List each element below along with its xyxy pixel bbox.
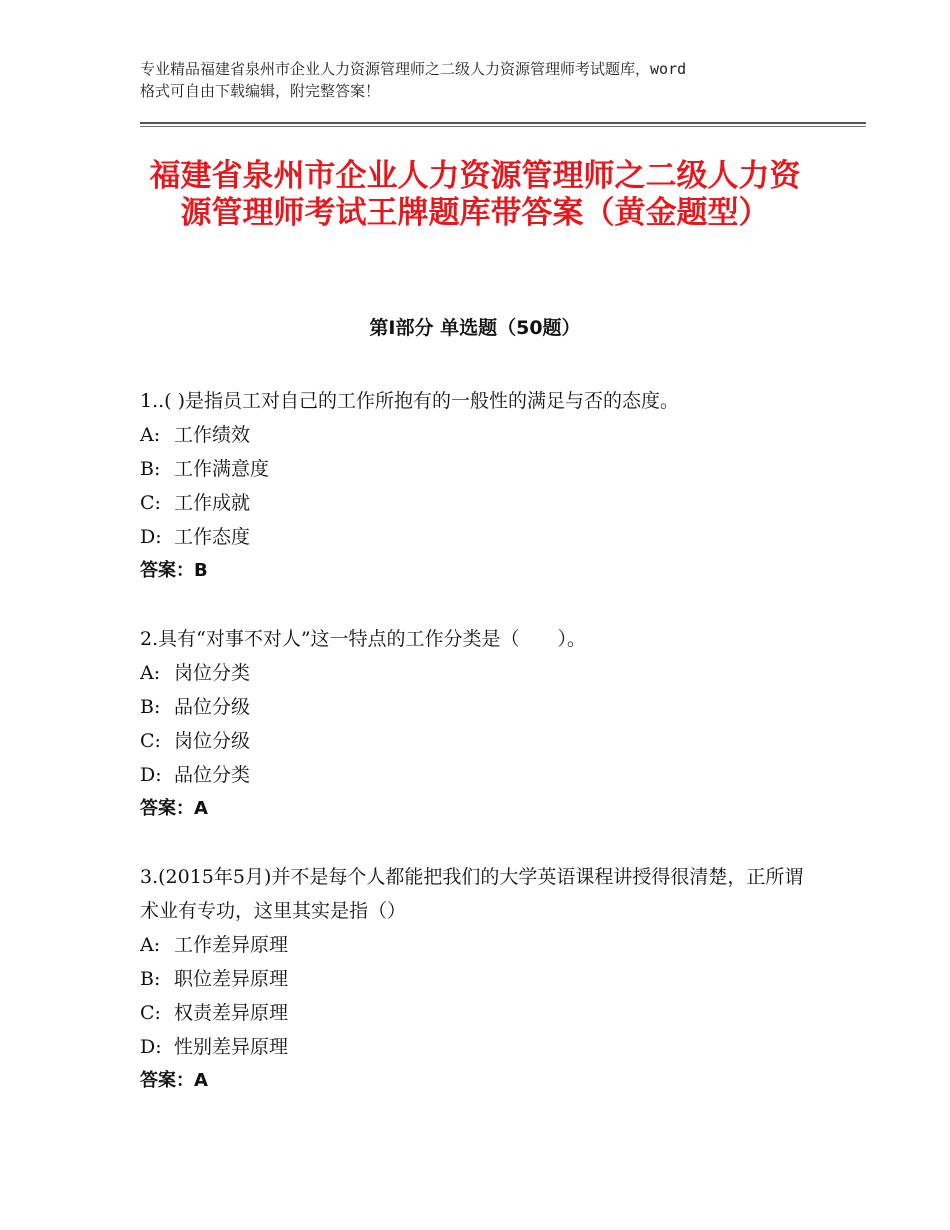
option-text: 品位分级 [174, 696, 251, 718]
option-text: 职位差异原理 [174, 968, 289, 990]
question-1 [140, 384, 820, 588]
option-b [140, 452, 820, 486]
option-d [140, 520, 820, 554]
option-letter: A: [140, 662, 161, 684]
header-note [140, 58, 830, 102]
option-a [140, 928, 820, 962]
answer-label: 答案：A [140, 1070, 208, 1091]
header-note-line-1: 专业精品福建省泉州市企业人力资源管理师之二级人力资源管理师考试题库，word [140, 60, 687, 78]
option-letter: D: [140, 526, 162, 548]
option-text: 岗位分级 [174, 730, 251, 752]
option-letter: B: [140, 458, 161, 480]
option-c [140, 486, 820, 520]
answer-label: 答案：A [140, 798, 208, 819]
option-b [140, 962, 820, 996]
option-letter: D: [140, 764, 162, 786]
question-stem: 1..( )是指员工对自己的工作所抱有的一般性的满足与否的态度。 [140, 390, 680, 412]
option-text: 工作绩效 [174, 424, 251, 446]
document-title: 福建省泉州市企业人力资源管理师之二级人力资源管理师考试王牌题库带答案（黄金题型） [149, 158, 801, 231]
option-text: 岗位分类 [174, 662, 251, 684]
answer-label: 答案：B [140, 560, 208, 581]
header-divider-thick [140, 122, 866, 124]
option-letter: A: [140, 934, 161, 956]
option-c [140, 724, 820, 758]
question-stem: 3.(2015年5月)并不是每个人都能把我们的大学英语课程讲授得很清楚，正所谓术业有专功，这里其实是指（） [140, 866, 804, 922]
option-a [140, 418, 820, 452]
question-2 [140, 622, 820, 826]
option-text: 工作态度 [174, 526, 251, 548]
option-letter: D: [140, 1036, 162, 1058]
option-letter: C: [140, 730, 161, 752]
question-3 [140, 860, 820, 1098]
option-text: 品位分类 [174, 764, 251, 786]
option-d [140, 758, 820, 792]
option-c [140, 996, 820, 1030]
option-b [140, 690, 820, 724]
option-d [140, 1030, 820, 1064]
option-text: 性别差异原理 [174, 1036, 289, 1058]
option-letter: A: [140, 424, 161, 446]
section-title: 第Ⅰ部分 单选题（50题） [369, 317, 581, 339]
option-letter: B: [140, 696, 161, 718]
option-text: 工作成就 [174, 492, 251, 514]
option-letter: C: [140, 1002, 161, 1024]
option-text: 工作差异原理 [174, 934, 289, 956]
option-letter: C: [140, 492, 161, 514]
option-letter: B: [140, 968, 161, 990]
header-note-line-2: 格式可自由下载编辑，附完整答案！ [140, 82, 381, 100]
question-stem: 2.具有“对事不对人”这一特点的工作分类是（ ）。 [140, 628, 587, 650]
option-a [140, 656, 820, 690]
option-text: 权责差异原理 [174, 1002, 289, 1024]
option-text: 工作满意度 [174, 458, 270, 480]
header-divider-thin [140, 126, 866, 127]
